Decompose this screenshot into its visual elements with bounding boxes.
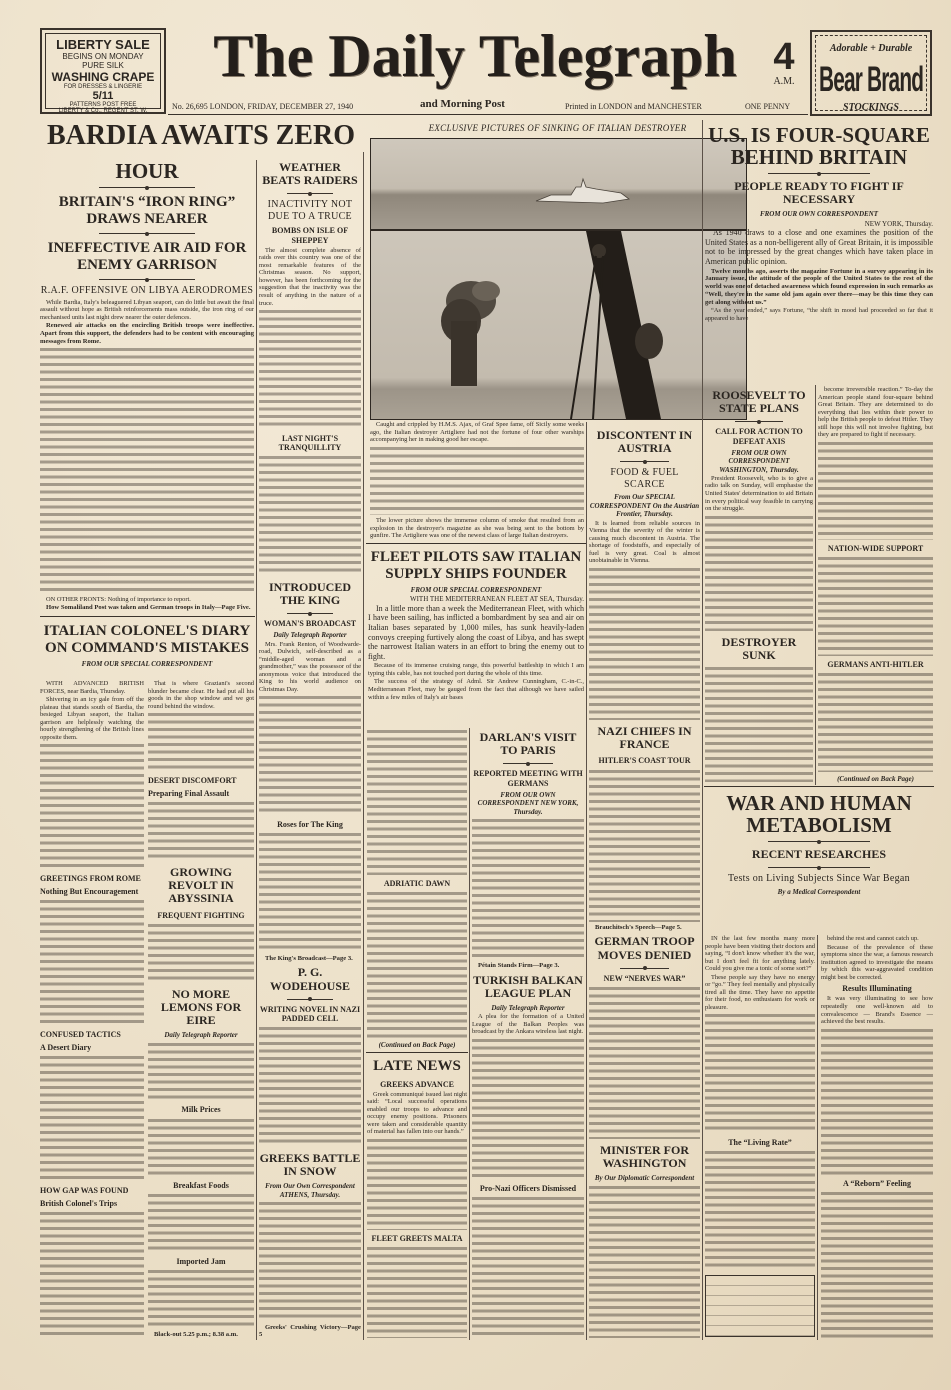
column-rule bbox=[256, 160, 257, 1340]
subheading: NEW “NERVES WAR” bbox=[603, 973, 686, 983]
subheading: ADRIATIC DAWN bbox=[383, 879, 451, 889]
article-war-metabolism-col1 bbox=[705, 935, 815, 1340]
paragraph: Mrs. Frank Renton, of Woodwarde-road, Dulwich, self-described as a “middle-aged woman and a grandmother,” was the possessor of the anonymous voice that introduced the King to his world audience on Christmas Day. bbox=[259, 640, 361, 693]
section-rule bbox=[40, 616, 255, 617]
headline: RECENT RESEARCHES bbox=[751, 847, 887, 862]
headline: BRITAIN'S “IRON RING” DRAWS NEARER bbox=[58, 194, 236, 227]
ad-line: PATTERNS POST FREE bbox=[69, 102, 137, 108]
article-us-four-square bbox=[705, 122, 933, 384]
paragraph: Twelve months ago, asserts the magazine Fortune in a survey appearing in its January issue, the attitude of the people of the United States to the rest of the world was one of detached awareness which found expression in such remarks as “Well, they're in the same old jam again over there—may be this time they can get along without us.” bbox=[705, 267, 933, 306]
dateline: NEW YORK, Thursday. bbox=[864, 219, 933, 228]
body-text-block bbox=[705, 667, 813, 782]
body-text-block bbox=[259, 833, 361, 953]
body-text-block bbox=[472, 1039, 584, 1180]
paragraph: Black-out 5.25 p.m.; 8.38 a.m. bbox=[154, 1331, 238, 1339]
body-text-block bbox=[705, 516, 813, 631]
body-text-block bbox=[472, 1197, 584, 1338]
headline: GREEKS BATTLE IN SNOW bbox=[259, 1150, 361, 1178]
ad-line: LIBERTY SALE bbox=[56, 37, 150, 52]
headline: MINISTER FOR WASHINGTON bbox=[599, 1143, 689, 1171]
ad-line: FOR DRESSES & LINGERIE bbox=[63, 84, 143, 90]
byline: FROM OUR OWN CORRESPONDENT bbox=[759, 210, 879, 219]
subheading: Breakfast Foods bbox=[173, 1181, 229, 1191]
article-discontent-austria bbox=[589, 426, 700, 1340]
headline: NAZI CHIEFS IN FRANCE bbox=[597, 723, 692, 752]
headline: INTRODUCED THE KING bbox=[268, 579, 351, 607]
body-text-block bbox=[367, 892, 467, 1037]
ad-line: WASHING CRAPE bbox=[51, 70, 155, 84]
ad-line: PURE SILK bbox=[82, 61, 124, 70]
article-war-metabolism-col2 bbox=[821, 935, 933, 1340]
ad-price: 5/11 bbox=[92, 90, 114, 102]
headline: GERMAN TROOP MOVES DENIED bbox=[594, 934, 695, 962]
subheading: WOMAN'S BROADCAST bbox=[263, 619, 357, 628]
body-text-block bbox=[589, 987, 700, 1139]
headline: DESTROYER SUNK bbox=[721, 634, 797, 662]
column-rule bbox=[702, 120, 703, 1340]
ornament-rule bbox=[768, 841, 871, 842]
body-text-block bbox=[148, 713, 254, 772]
ornament-rule bbox=[99, 279, 195, 280]
subheading: NATION-WIDE SUPPORT bbox=[827, 544, 924, 554]
ornament-rule bbox=[768, 867, 871, 868]
paragraph: A plea for the formation of a United League of the Balkan Peoples was broadcast by the Ankara wireless last night. bbox=[472, 1013, 584, 1036]
paragraph: That is where Graziani's second blunder became clear. He had put all his goods in the shop window and we got round behind the window. bbox=[148, 680, 254, 710]
section-rule bbox=[704, 786, 934, 787]
article-war-metabolism bbox=[705, 790, 933, 932]
paragraph: The King's Broadcast—Page 3. bbox=[265, 954, 353, 962]
body-text-block bbox=[259, 1202, 361, 1322]
body-text-block bbox=[367, 1247, 467, 1338]
ornament-rule bbox=[287, 613, 333, 614]
headline: HOUR bbox=[115, 159, 179, 183]
headline: TURKISH BALKAN LEAGUE PLAN bbox=[473, 972, 583, 1000]
ornament-rule bbox=[503, 763, 553, 764]
metabolism-chart bbox=[705, 1275, 815, 1337]
headline: NO MORE LEMONS FOR EIRE bbox=[160, 986, 242, 1027]
headline: P. G. WODEHOUSE bbox=[269, 965, 350, 993]
paragraph: The success of the strategy of Adml. Sir Andrew Cunningham, C.-in-C., Mediterranean Fleet, may be gauged from the fact that although we have sailed within a few miles of Italy's air bases bbox=[368, 678, 584, 701]
headline: WEATHER BEATS RAIDERS bbox=[262, 160, 358, 188]
column-rule bbox=[815, 385, 816, 785]
subheading: Nothing But Encouragement bbox=[40, 887, 139, 897]
body-text-block bbox=[367, 1139, 467, 1230]
destroyer-photo-top bbox=[370, 138, 747, 230]
ornament-rule bbox=[287, 999, 333, 1000]
subheading: Results Illuminating bbox=[842, 984, 912, 994]
price: ONE PENNY bbox=[745, 102, 791, 111]
ad-line: Adorable + Durable bbox=[829, 43, 913, 54]
paragraph: President Roosevelt, who is to give a radio talk on Sunday, will emphasise the United States' determination to aid Britain in every political way feasible in carrying on the struggle. bbox=[705, 474, 813, 513]
body-text-block bbox=[705, 1151, 815, 1270]
late-news-box bbox=[367, 1055, 467, 1340]
column-rule bbox=[817, 935, 818, 1340]
dateline: WITH THE MEDITERRANEAN FLEET AT SEA, Thursday. bbox=[409, 595, 584, 604]
subheading: CONFUSED TACTICS bbox=[40, 1030, 121, 1039]
subheading: Roses for The King bbox=[277, 819, 343, 829]
body-text-block bbox=[148, 1194, 254, 1253]
headline: PEOPLE READY TO FIGHT IF NECESSARY bbox=[734, 179, 904, 207]
ornament-rule bbox=[620, 968, 670, 969]
paragraph: While Bardia, Italy's beleaguered Libyan seaport, can do little but await the final assault without hope as British reinforcements mass outside, the iron ring of our mechanised units last night drew nearer the outer defences. bbox=[40, 298, 254, 321]
paragraph: Because of the prevalence of these symptoms since the war, a famous research institution agreed to investigate the means by which this war-aggravated condition might best be corrected. bbox=[821, 943, 933, 981]
ornament-rule bbox=[735, 421, 784, 422]
paragraph: Shivering in an icy gale from off the plateau that stands south of Bardia, the besieged Libyan seaport, the Italian garrison are helplessly watching the hourly strengthening of the British lines opposite them. bbox=[40, 696, 144, 741]
masthead-title: The Daily Telegraph bbox=[213, 23, 737, 89]
paragraph: It was very illuminating to see how repeatedly one well-known aid to convalescence — Brand's Essence — achieved the best results. bbox=[821, 995, 933, 1026]
body-text-block bbox=[40, 744, 144, 870]
paragraph: ON OTHER FRONTS: Nothing of importance to report. bbox=[46, 595, 191, 603]
subheading: Milk Prices bbox=[181, 1105, 221, 1115]
subheading: GREETINGS FROM ROME bbox=[40, 874, 141, 883]
body-text-block bbox=[259, 456, 361, 576]
byline: (Continued on Back Page) bbox=[378, 1040, 456, 1049]
body-text-block bbox=[148, 1119, 254, 1178]
edition-badge bbox=[762, 38, 806, 87]
subheading: REPORTED MEETING WITH GERMANS bbox=[473, 769, 583, 788]
explosion-smoke-icon bbox=[371, 231, 746, 419]
article-fleet-pilots bbox=[368, 546, 584, 726]
body-text-block bbox=[818, 673, 933, 771]
ornament-rule bbox=[99, 233, 195, 234]
subheading: GREEKS ADVANCE bbox=[380, 1079, 454, 1089]
body-text-block bbox=[370, 447, 584, 516]
ad-line: STOCKINGS bbox=[843, 102, 899, 111]
article-fleet-pilots-cont bbox=[367, 728, 467, 1050]
paragraph: The lower picture shows the immense column of smoke that resulted from an explosion in the destroyer's magazine as she was being sent to the bottom by gunfire. The Artigliere was one of the newest class of large Italian destroyers. bbox=[370, 517, 584, 540]
body-text-block bbox=[40, 900, 144, 1026]
byline: FROM OUR OWN CORRESPONDENT WASHINGTON, Thursday. bbox=[719, 448, 799, 474]
byline: FROM OUR SPECIAL CORRESPONDENT bbox=[81, 660, 213, 668]
paragraph: The almost complete absence of raids over this country was one of the most remarkable features of the Christmas season. No support, however, has been forthcoming for the suggestion that the inactivity was the result of anything in the nature of a truce. bbox=[259, 246, 361, 307]
article-weather-raiders bbox=[259, 158, 361, 1340]
article-colonel-diary-col2 bbox=[148, 680, 254, 1340]
paragraph: become irreversible reaction.” To-day the American people stand four-square behind Great Britain. They are determined to do everything that lies within their power to help the British people to defeat Hitler. They still hope this will not involve fighting, but they are prepared to fight if necessary. bbox=[818, 386, 933, 439]
body-text-block bbox=[589, 770, 700, 922]
body-text-block bbox=[705, 1014, 815, 1133]
column-rule bbox=[586, 422, 587, 1340]
article-us-four-square-cont bbox=[818, 386, 933, 784]
ad-line: BEGINS ON MONDAY bbox=[62, 52, 144, 61]
lead-headline: BARDIA AWAITS ZERO bbox=[46, 120, 356, 151]
photo-header: EXCLUSIVE PICTURES OF SINKING OF ITALIAN DESTROYER bbox=[428, 123, 687, 133]
byline: By Our Diplomatic Correspondent bbox=[594, 1174, 695, 1183]
paragraph: “As the year ended,” says Fortune, “the shift in mood had proceeded so far that it appeared to have bbox=[705, 307, 933, 322]
column-rule bbox=[469, 728, 470, 1340]
body-text-block bbox=[259, 1027, 361, 1147]
subheading: The “Living Rate” bbox=[728, 1137, 792, 1147]
masthead-subtitle: and Morning Post bbox=[420, 98, 505, 110]
paragraph: These people say they have no energy or “go.” They feel mentally and physically tired all the time. They have no appetite for their food, no enthusiasm for work or pleasure. bbox=[705, 973, 815, 1011]
ornament-rule bbox=[99, 187, 195, 188]
paragraph: Brauchitsch's Speech—Page 5. bbox=[595, 923, 682, 931]
headline: WAR AND HUMAN METABOLISM bbox=[726, 791, 912, 838]
body-text-block bbox=[148, 802, 254, 861]
subheading: DESERT DISCOMFORT bbox=[148, 775, 237, 785]
bear-brand-advert bbox=[810, 30, 932, 116]
body-text-block bbox=[148, 924, 254, 983]
article-roosevelt-plans bbox=[705, 386, 813, 784]
headline: LATE NEWS bbox=[373, 1058, 461, 1074]
paragraph: In a little more than a week the Mediterranean Fleet, with which I have been sailing, has inflicted a bombardment by sea and air on Italian bases separated by 1,000 miles, has sunk heavily-laden convoys creeping furtively along the coast of Libya, and has swept the narrowest Italian waters in an effort to bring the enemy out to fight. bbox=[368, 603, 584, 661]
byline: From Our SPECIAL CORRESPONDENT On the Austrian Frontier, Thursday. bbox=[589, 493, 700, 519]
body-text-block bbox=[821, 1192, 933, 1338]
headline: DARLAN'S VISIT TO PARIS bbox=[479, 730, 577, 758]
byline: (Continued on Back Page) bbox=[837, 774, 914, 783]
headline: GROWING REVOLT IN ABYSSINIA bbox=[168, 865, 234, 906]
paragraph: Pétain Stands Firm—Page 3. bbox=[478, 961, 560, 969]
body-text-block bbox=[821, 1029, 933, 1175]
subheadline: INACTIVITY NOT DUE TO A TRUCE bbox=[267, 199, 353, 222]
headline: DISCONTENT IN AUSTRIA bbox=[596, 428, 693, 456]
subheading: HOW GAP WAS FOUND bbox=[40, 1186, 129, 1195]
body-text-block bbox=[40, 348, 254, 593]
subheadline: FOOD & FUEL SCARCE bbox=[610, 467, 679, 490]
paragraph: Greek communiqué issued last night said: “Local successful operations enabled our troops to advance and occupy enemy positions. Prisoners were taken and considerable quantity of material has fallen into our hands.” bbox=[367, 1090, 467, 1136]
paragraph: Caught and crippled by H.M.S. Ajax, of Graf Spee fame, off Sicily some weeks ago, the Italian destroyer Artigliere had not the fortune of four other warships accompanying her in making good her escape. bbox=[370, 421, 584, 444]
ornament-rule bbox=[768, 173, 871, 174]
subheadline: Tests on Living Subjects Since War Began bbox=[728, 873, 910, 885]
column-rule bbox=[363, 152, 364, 1340]
paragraph: How Somaliland Post was taken and German troops in Italy—Page Five. bbox=[46, 604, 251, 612]
printed-location: Printed in LONDON and MANCHESTER bbox=[565, 102, 702, 111]
masthead-rule bbox=[168, 114, 808, 115]
ad-line: LIBERTY & Co., REGENT ST. W. bbox=[58, 108, 148, 114]
paragraph: Renewed air attacks on the encircling British troops were ineffective. Apart from this support, the defenders had to be content with encouraging messages from Rome. bbox=[40, 322, 254, 345]
edition-time: A.M. bbox=[773, 76, 795, 87]
subheading: Pro-Nazi Officers Dismissed bbox=[479, 1183, 577, 1193]
subheading: Preparing Final Assault bbox=[148, 789, 230, 799]
headline: ITALIAN COLONEL'S DIARY ON COMMAND'S MISTAKES bbox=[43, 623, 251, 656]
article-colonel-diary bbox=[40, 620, 254, 678]
destroyer-photo-explosion bbox=[370, 230, 747, 420]
body-text-block bbox=[367, 730, 467, 875]
photo-caption bbox=[370, 421, 584, 541]
body-text-block bbox=[472, 819, 584, 960]
body-text-block bbox=[148, 1270, 254, 1329]
ornament-rule bbox=[287, 193, 333, 194]
byline: By a Medical Correspondent bbox=[777, 887, 861, 896]
body-text-block bbox=[589, 1186, 700, 1338]
paragraph: It is learned from reliable sources in Vienna that the severity of the winter is causing much discontent in Austria. The shortage of foodstuffs, and especially of fuel is very great. Coal is almost unobtainable in Vienna. bbox=[589, 519, 700, 565]
subheading: WRITING NOVEL IN NAZI PADDED CELL bbox=[259, 1004, 361, 1024]
headline: FLEET PILOTS SAW ITALIAN SUPPLY SHIPS FOUNDER bbox=[370, 549, 582, 582]
byline: From Our Own Correspondent ATHENS, Thursday. bbox=[265, 1182, 355, 1199]
ornament-rule bbox=[620, 461, 670, 462]
byline: FROM OUR SPECIAL CORRESPONDENT bbox=[410, 586, 542, 594]
paragraph: Greeks' Crushing Victory—Page 5 bbox=[259, 1323, 361, 1339]
byline: Daily Telegraph Reporter bbox=[164, 1031, 238, 1040]
body-text-block bbox=[259, 310, 361, 430]
destroyer-ship-icon bbox=[371, 139, 746, 229]
paragraph: behind the rest and cannot catch up. bbox=[827, 935, 919, 942]
subheading: A “Reborn” Feeling bbox=[843, 1178, 911, 1188]
subheading: LAST NIGHT'S TRANQUILLITY bbox=[278, 433, 342, 452]
ad-brand: Bear Brand bbox=[818, 58, 924, 100]
body-text-block bbox=[818, 557, 933, 655]
issue-dateline: No. 26,695 LONDON, FRIDAY, DECEMBER 27, 1940 bbox=[172, 102, 354, 111]
headline: U.S. IS FOUR-SQUARE BEHIND BRITAIN bbox=[708, 123, 930, 170]
body-text-block bbox=[818, 442, 933, 540]
subheading: BOMBS ON ISLE OF SHEPPEY bbox=[271, 226, 349, 245]
article-bardia bbox=[40, 158, 254, 613]
byline: Daily Telegraph Reporter bbox=[273, 631, 347, 640]
article-colonel-diary-col1 bbox=[40, 680, 144, 1340]
section-rule bbox=[366, 1052, 468, 1053]
liberty-sale-advert bbox=[40, 28, 166, 114]
section-rule bbox=[366, 543, 586, 544]
subheading: GERMANS ANTI-HITLER bbox=[827, 659, 924, 669]
subheading: Imported Jam bbox=[176, 1257, 226, 1267]
paragraph: IN the last few months many more people have been visiting their doctors and saying, “I don't know whether it's the war, but I don't feel fit for anything lately. Could you give me a tonic of some sort?” bbox=[705, 935, 815, 973]
edition-number: 4 bbox=[773, 36, 795, 78]
byline: FROM OUR OWN CORRESPONDENT NEW YORK, Thursday. bbox=[477, 790, 579, 816]
body-text-block bbox=[40, 1212, 144, 1338]
body-text-block bbox=[40, 1056, 144, 1182]
subheading: HITLER'S COAST TOUR bbox=[598, 756, 691, 766]
subheading: FREQUENT FIGHTING bbox=[157, 910, 245, 920]
subheading: FLEET GREETS MALTA bbox=[371, 1233, 463, 1243]
headline: INEFFECTIVE AIR AID FOR ENEMY GARRISON bbox=[47, 240, 247, 273]
byline: Daily Telegraph Reporter bbox=[491, 1003, 565, 1012]
subheading: CALL FOR ACTION TO DEFEAT AXIS bbox=[715, 427, 803, 446]
article-darlan-visit bbox=[472, 728, 584, 1340]
subheadline: R.A.F. OFFENSIVE ON LIBYA AERODROMES bbox=[40, 285, 254, 297]
paragraph: Because of its immense cruising range, this powerful battleship in which I am typing this cable, has not touched port during the whole of this time. bbox=[368, 662, 584, 677]
body-text-block bbox=[259, 696, 361, 816]
headline: ROOSEVELT TO STATE PLANS bbox=[712, 388, 806, 416]
body-text-block bbox=[589, 568, 700, 720]
paragraph: As 1940 draws to a close and one examines the position of the United States as a non-belligerent ally of Great Britain, it is impossible not to be impressed by the great changes which have taken place in American public opinion. bbox=[705, 228, 933, 267]
subheading: A Desert Diary bbox=[40, 1043, 92, 1053]
body-text-block bbox=[148, 1043, 254, 1102]
paragraph: WITH ADVANCED BRITISH FORCES, near Bardia, Thursday. bbox=[40, 680, 144, 695]
subheading: British Colonel's Trips bbox=[40, 1199, 118, 1209]
